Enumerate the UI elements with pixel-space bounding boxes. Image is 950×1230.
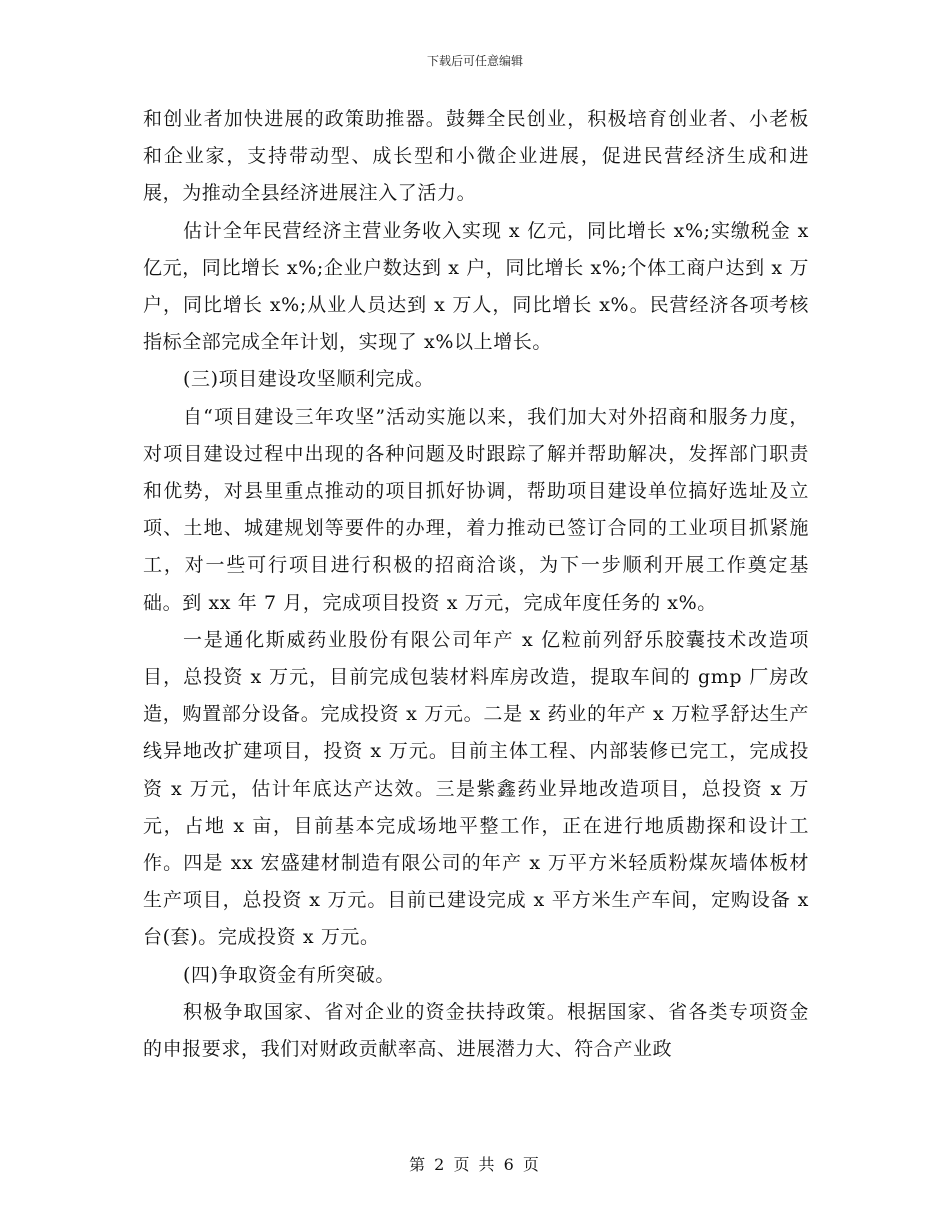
paragraph-5: 一是通化斯威药业股份有限公司年产 x 亿粒前列舒乐胶囊技术改造项目，总投资 x 万元，目前完成包装材料库房改造，提取车间的 gmp 厂房改造，购置部分设备。完成投资 x 万元。二是 x 药业的年产 x 万粒孚舒达生产线异地改扩建项目，投资 x 万元。目前主体工程、内部装修已完工，完成投资 x 万元，估计年底达产达效。三是紫鑫药业异地改造项目，总投资 x 万元，占地 x 亩，目前基本完成场地平整工作，正在进行地质勘探和设计工作。四是 xx 宏盛建材制造有限公司的年产 x 万平方米轻质粉煤灰墙体板材生产项目，总投资 x 万元。目前已建设完成 x 平方米生产车间，定购设备 x 台(套)。完成投资 x 万元。 [143, 628, 809, 949]
page-header-note: 下载后可任意编辑 [426, 54, 523, 68]
paragraph-2: 估计全年民营经济主营业务收入实现 x 亿元，同比增长 x%;实缴税金 x 亿元，同比增长 x%;企业户数达到 x 户，同比增长 x%;个体工商户达到 x 万户，同比增长 x%;从业人员达到 x 万人，同比增长 x%。民营经济各项考核指标全部完成全年计划，实现了 x%以上增长。 [143, 219, 809, 354]
section-heading-3: (三)项目建设攻坚顺利完成。 [183, 368, 435, 391]
paragraph-7: 积极争取国家、省对企业的资金扶持政策。根据国家、省各类专项资金的申报要求，我们对财政贡献率高、进展潜力大、符合产业政 [143, 1000, 809, 1061]
paragraph-4: 自“项目建设三年攻坚”活动实施以来，我们加大对外招商和服务力度，对项目建设过程中出现的各种问题及时跟踪了解并帮助解决，发挥部门职责和优势，对县里重点推动的项目抓好协调，帮助项目建设单位搞好选址及立项、土地、城建规划等要件的办理，着力推动已签订合同的工业项目抓紧施工，对一些可行项目进行积极的招商洽谈，为下一步顺利开展工作奠定基础。到 xx 年 7 月，完成项目投资 x 万元，完成年度任务的 x%。 [143, 405, 809, 614]
page-number-footer: 第 2 页 共 6 页 [409, 1155, 541, 1174]
paragraph-1: 和创业者加快进展的政策助推器。鼓舞全民创业，积极培育创业者、小老板和企业家，支持带动型、成长型和小微企业进展，促进民营经济生成和进展，为推动全县经济进展注入了活力。 [143, 108, 809, 205]
section-heading-4: (四)争取资金有所突破。 [183, 963, 396, 986]
document-body [143, 101, 809, 1068]
